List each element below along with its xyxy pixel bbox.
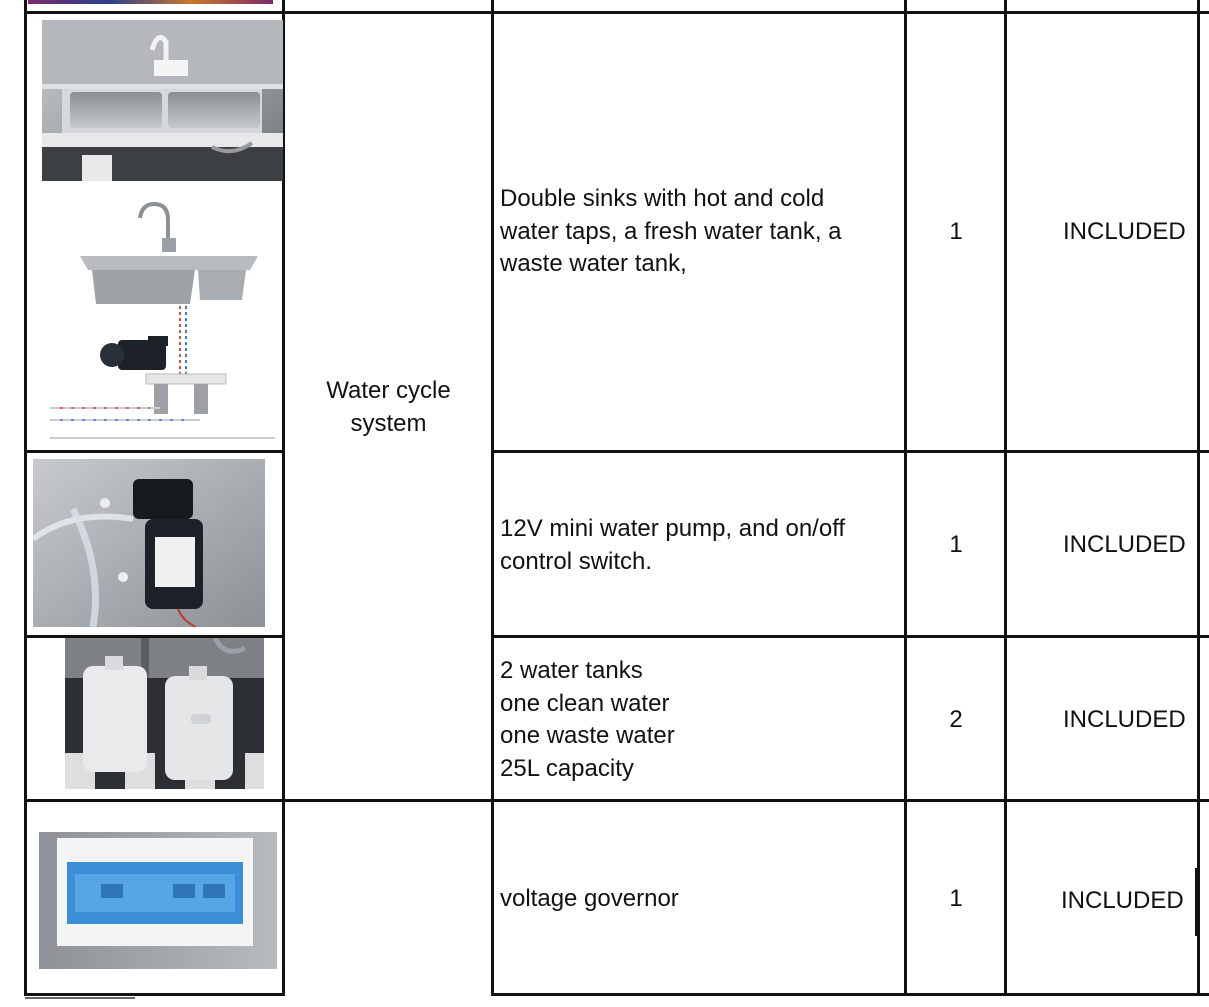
table-rule bbox=[1004, 0, 1007, 996]
voltage-governor-photo-icon bbox=[39, 832, 277, 969]
item-description: 2 water tanks one clean water one waste water 25L capacity bbox=[500, 657, 675, 782]
category-label: Water cycle system bbox=[326, 377, 451, 437]
table-rule bbox=[904, 0, 907, 996]
item-description: voltage governor bbox=[500, 885, 679, 912]
table-rule bbox=[493, 635, 1209, 638]
table-rule bbox=[491, 0, 494, 996]
item-status: INCLUDED bbox=[1063, 218, 1186, 245]
water-tanks-photo-icon bbox=[65, 638, 264, 789]
sink-and-pump-diagram-icon bbox=[50, 198, 275, 440]
item-status: INCLUDED bbox=[1063, 706, 1186, 733]
item-quantity: 2 bbox=[949, 706, 963, 733]
table-rule bbox=[24, 0, 27, 996]
previous-row-image-edge bbox=[28, 0, 273, 4]
item-quantity: 1 bbox=[949, 531, 963, 558]
table-rule bbox=[493, 993, 1209, 996]
water-pump-photo-icon bbox=[33, 459, 265, 627]
item-description: 12V mini water pump, and on/off control switch. bbox=[500, 515, 846, 575]
table-rule bbox=[1197, 0, 1200, 996]
table-rule bbox=[25, 450, 285, 453]
item-quantity: 1 bbox=[949, 885, 963, 912]
sink-photo-icon bbox=[42, 20, 283, 181]
table-rule bbox=[25, 799, 1209, 802]
table-rule bbox=[25, 997, 135, 999]
item-description: Double sinks with hot and cold water taps, a fresh water tank, a waste water tank, bbox=[500, 185, 842, 277]
table-rule bbox=[1195, 868, 1198, 936]
table-rule bbox=[25, 993, 285, 996]
item-status: INCLUDED bbox=[1063, 531, 1186, 558]
table-rule bbox=[25, 11, 1209, 14]
item-status: INCLUDED bbox=[1061, 887, 1184, 914]
item-quantity: 1 bbox=[949, 218, 963, 245]
table-rule bbox=[493, 450, 1209, 453]
